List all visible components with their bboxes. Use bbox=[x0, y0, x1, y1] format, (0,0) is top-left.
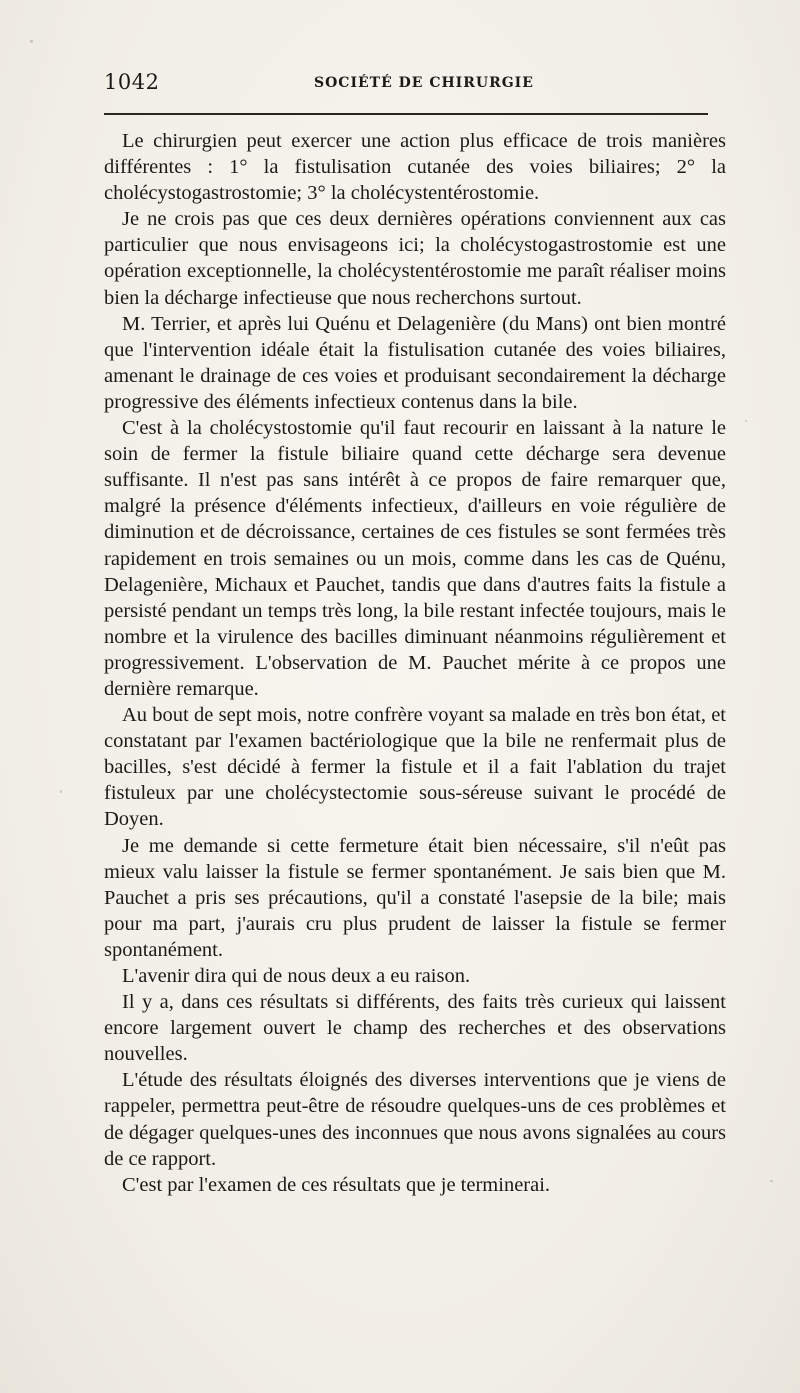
paragraph: L'avenir dira qui de nous deux a eu raison. bbox=[122, 965, 471, 987]
paper-speck bbox=[745, 420, 747, 422]
paper-speck bbox=[30, 40, 33, 43]
paragraph: C'est par l'examen de ces résultats que je terminerai. bbox=[122, 1173, 551, 1196]
page-number: 1042 bbox=[104, 70, 160, 94]
header-rule bbox=[104, 113, 708, 115]
paragraph: Je ne crois pas que ces deux dernières opérations conviennent aux cas particulier que nous envisageons ici; la cholécystogastrostomie est une opération exceptionnelle, la cholécystentérostomie me paraît réaliser moins bien la décharge infectieuse que nous recherchons surtout. bbox=[104, 208, 726, 309]
paragraph: Il y a, dans ces résultats si différents, des faits très curieux qui laissent encore largement ouvert le champ des recherches et des observations nouvelles. bbox=[104, 991, 726, 1066]
body-text bbox=[104, 128, 726, 1198]
paper-speck bbox=[770, 1180, 773, 1182]
paragraph: L'étude des résultats éloignés des diverses interventions que je viens de rappeler, permettra peut-être de résoudre quelques-uns de ces problèmes et de dégager quelques-unes des inconnues que nous avons signalées au cours de ce rapport. bbox=[104, 1069, 726, 1170]
paragraph: Je me demande si cette fermeture était bien nécessaire, s'il n'eût pas mieux valu laisser la fistule se fermer spontanément. Je sais bien que M. Pauchet a pris ses précautions, qu'il a constaté l'asepsie de la bile; mais pour ma part, j'aurais cru plus prudent de laisser la fistule se fermer spontanément. bbox=[104, 834, 726, 961]
paragraph: Le chirurgien peut exercer une action plus efficace de trois manières différentes : 1° la fistulisation cutanée des voies biliaires; 2° la cholécystogastrostomie; 3° la cholécystentérostomie. bbox=[104, 130, 726, 205]
paper-speck bbox=[60, 790, 62, 793]
running-head: SOCIÉTÉ DE CHIRURGIE bbox=[314, 75, 534, 91]
paragraph: Au bout de sept mois, notre confrère voyant sa malade en très bon état, et constatant par l'examen bactériologique que la bile ne renfermait plus de bacilles, s'est décidé à fermer la fistule et il a fait l'ablation du trajet fistuleux par une cholécystectomie sous-séreuse suivant le procédé de Doyen. bbox=[104, 704, 726, 831]
paragraph: M. Terrier, et après lui Quénu et Delagenière (du Mans) ont bien montré que l'intervention idéale était la fistulisation cutanée des voies biliaires, amenant le drainage de ces voies et produisant secondairement la décharge progressive des éléments infectieux contenus dans la bile. bbox=[104, 312, 726, 413]
page-header bbox=[104, 70, 708, 100]
paragraph: C'est à la cholécystostomie qu'il faut recourir en laissant à la nature le soin de fermer la fistule biliaire quand cette décharge sera devenue suffisante. Il n'est pas sans intérêt à ce propos de faire remarquer que, malgré la présence d'éléments infectieux, d'ailleurs en voie régulière de diminution et de décroissance, certaines de ces fistules se sont fermées très rapidement en trois semaines ou un mois, comme dans les cas de Quénu, Delagenière, Michaux et Pauchet, tandis que dans d'autres faits la fistule a persisté pendant un temps très long, la bile restant infectée toujours, mais le nombre et la virulence des bacilles diminuant néanmoins régulièrement et progressivement. L'observation de M. Pauchet mérite à ce propos une dernière remarque. bbox=[104, 417, 726, 700]
